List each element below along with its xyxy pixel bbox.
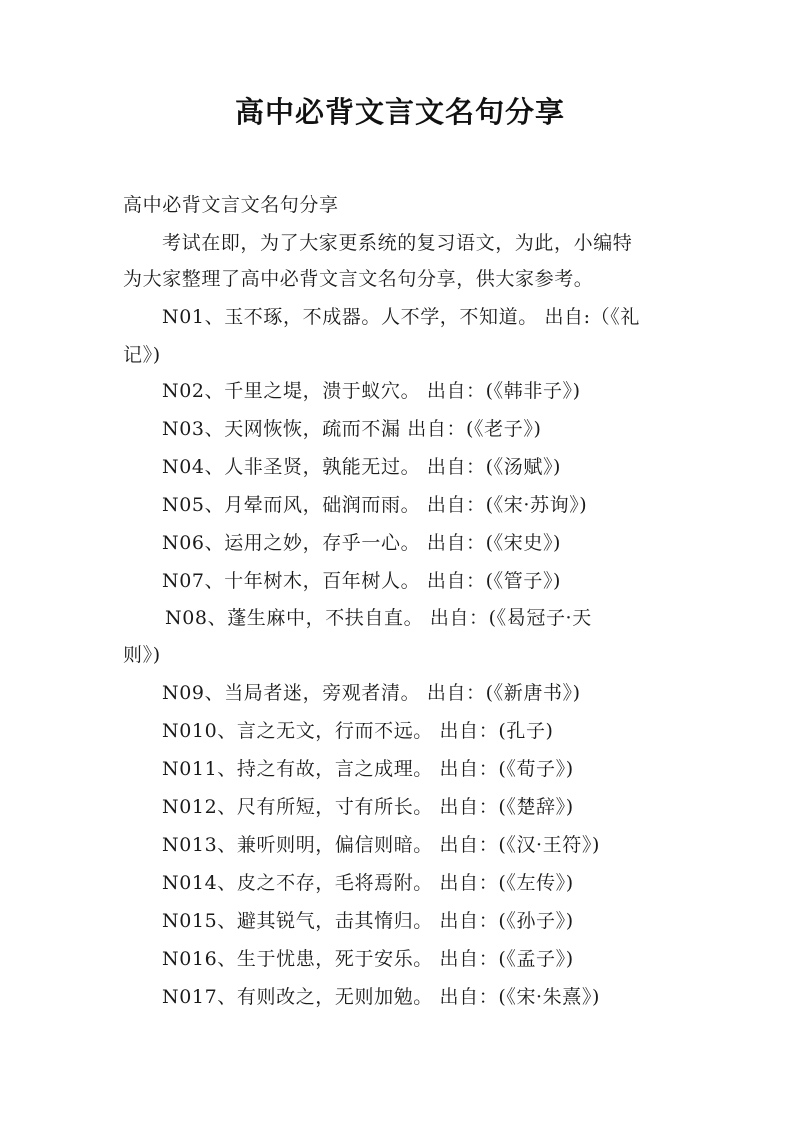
quote-item: N09、当局者迷，旁观者清。 出自：(《新唐书》) xyxy=(162,682,581,704)
intro-paragraph-line: 考试在即，为了大家更系统的复习语文，为此，小编特 xyxy=(162,232,633,254)
quote-item: N08、蓬生麻中，不扶自直。 出自：(《曷冠子·天 xyxy=(165,607,592,629)
quote-item: N010、言之无文，行而不远。 出自：(孔子) xyxy=(162,720,554,742)
quote-item: N07、十年树木，百年树人。 出自：(《管子》) xyxy=(162,570,562,592)
quote-item: N012、尺有所短，寸有所长。 出自：(《楚辞》) xyxy=(162,796,574,818)
quote-item-continuation: 记》) xyxy=(123,344,161,366)
quote-item: N04、人非圣贤，孰能无过。 出自：(《汤赋》) xyxy=(162,456,562,478)
quote-item: N017、有则改之，无则加勉。 出自：(《宋·朱熹》) xyxy=(162,986,600,1008)
quote-item: N011、持之有故，言之成理。 出自：(《荀子》) xyxy=(162,758,574,780)
quote-item: N014、皮之不存，毛将焉附。 出自：(《左传》) xyxy=(162,872,574,894)
quote-item-continuation: 则》) xyxy=(123,644,161,666)
section-heading: 高中必背文言文名句分享 xyxy=(123,194,339,216)
quote-item: N013、兼听则明，偏信则暗。 出自：(《汉·王符》) xyxy=(162,834,600,856)
quote-item: N03、天网恢恢，疏而不漏 出自：(《老子》) xyxy=(162,418,542,440)
intro-paragraph-line: 为大家整理了高中必背文言文名句分享，供大家参考。 xyxy=(123,268,594,290)
quote-item: N05、月晕而风，础润而雨。 出自：(《宋·苏询》) xyxy=(162,494,588,516)
quote-item: N02、千里之堤，溃于蚁穴。 出自：(《韩非子》) xyxy=(162,380,581,402)
quote-item: N01、玉不琢，不成器。人不学，不知道。 出自:（《礼 xyxy=(162,306,640,328)
quote-item: N015、避其锐气，击其惰归。 出自：(《孙子》) xyxy=(162,910,574,932)
quote-item: N06、运用之妙，存乎一心。 出自：(《宋史》) xyxy=(162,532,562,554)
quote-item: N016、生于忧患，死于安乐。 出自：(《孟子》) xyxy=(162,948,574,970)
document-title: 高中必背文言文名句分享 xyxy=(234,95,565,129)
